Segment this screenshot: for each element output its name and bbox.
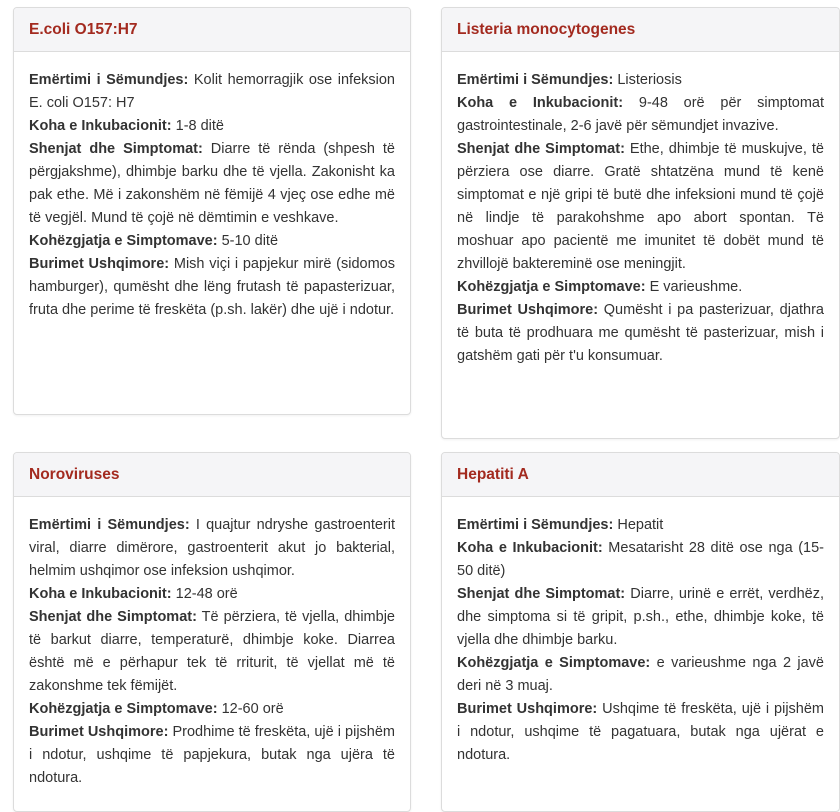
disease-name-value: I quajtur ndryshe gastroenterit viral, diarre dimërore, gastroenterit akut jo bakterial, helmim ushqimor ose infeksion ushqimor. [29, 517, 395, 579]
duration-label: Kohëzgjatja e Simptomave: [29, 701, 218, 717]
symptoms-row [457, 583, 824, 652]
duration-value: e varieushme nga 2 javë deri në 3 muaj. [457, 655, 824, 694]
incubation-label: Koha e Inkubacionit: [457, 540, 603, 556]
incubation-row [457, 537, 824, 583]
sources-value: Qumësht i pa pasterizuar, djathra të buta të prodhuara me qumësht të pasterizuar, mish i gatshëm gati për t'u konsumuar. [457, 302, 824, 364]
disease-name-row [457, 69, 824, 92]
card-body [442, 52, 839, 380]
incubation-label: Koha e Inkubacionit: [457, 95, 624, 111]
sources-value: Prodhime të freskëta, ujë i pijshëm i ndotur, ushqime të papjekura, butak nga ujëra të ndotura. [29, 724, 396, 786]
card-header [14, 453, 410, 497]
symptoms-label: Shenjat dhe Simptomat: [457, 141, 625, 157]
incubation-value: 9-48 orë për simptomat gastrointestinale, 2-6 javë për sëmundjet invazive. [457, 95, 825, 134]
symptoms-label: Shenjat dhe Simptomat: [29, 141, 203, 157]
duration-value: E varieushme. [649, 279, 743, 295]
symptoms-value: Të përziera, të vjella, dhimbje të barkut diarre, temperaturë, dhimbje koke. Diarrea është më e përhapur tek të rriturit, të vjellat më të zakonshme tek fëmijët. [29, 609, 395, 694]
incubation-value: 1-8 ditë [175, 118, 224, 134]
disease-name-value: Hepatit [617, 517, 664, 533]
disease-card-noroviruses [13, 452, 411, 812]
symptoms-row [29, 606, 395, 698]
disease-name-row [457, 514, 824, 537]
symptoms-value: Ethe, dhimbje të muskujve, të përziera ose diarre. Gratë shtatzëna mund të kenë simptomat e një gripi të butë dhe infeksioni mund të çojë në lindje të parakohshme apo abort spontan. Të moshuar apo pacientë me imunitet të dobët mund të zhvillojë baktereminë ose meningjit. [457, 141, 824, 272]
sources-row [457, 299, 824, 368]
duration-row [29, 230, 395, 253]
card-body [14, 52, 410, 334]
incubation-row [29, 115, 395, 138]
duration-label: Kohëzgjatja e Simptomave: [29, 233, 218, 249]
disease-card-hepatitis-a [441, 452, 840, 812]
card-header [14, 8, 410, 52]
disease-name-label: Emërtimi i Sëmundjes: [457, 72, 614, 88]
disease-card-ecoli [13, 7, 411, 415]
symptoms-row [29, 138, 395, 230]
symptoms-value: Diarre, urinë e errët, verdhëz, dhe simptoma si të gripit, p.sh., ethe, dhimbje koke, të vjella dhe dhimbje barku. [457, 586, 824, 648]
duration-value: 12-60 orë [221, 701, 284, 717]
duration-row [29, 698, 395, 721]
incubation-label: Koha e Inkubacionit: [29, 118, 172, 134]
card-title: Noroviruses [29, 465, 120, 483]
disease-name-label: Emërtimi i Sëmundjes: [29, 517, 190, 533]
card-title: Listeria monocytogenes [457, 20, 636, 38]
incubation-value: 12-48 orë [175, 586, 238, 602]
sources-label: Burimet Ushqimore: [29, 256, 170, 272]
card-title: E.coli O157:H7 [29, 20, 138, 38]
disease-card-listeria [441, 7, 840, 439]
symptoms-label: Shenjat dhe Simptomat: [29, 609, 197, 625]
sources-row [457, 698, 824, 767]
duration-row [457, 276, 824, 299]
duration-row [457, 652, 824, 698]
symptoms-row [457, 138, 824, 276]
symptoms-value: Diarre të rënda (shpesh të përgjakshme), dhimbje barku dhe të vjella. Zakonisht ka pak ethe. Më i zakonshëm në fëmijë 4 vjeç ose edhe më të vegjël. Mund të çojë në dëmtimin e veshkave. [29, 141, 395, 226]
incubation-label: Koha e Inkubacionit: [29, 586, 172, 602]
sources-label: Burimet Ushqimore: [457, 701, 598, 717]
card-header [442, 8, 839, 52]
disease-name-row [29, 69, 395, 115]
symptoms-label: Shenjat dhe Simptomat: [457, 586, 626, 602]
sources-row [29, 253, 395, 322]
incubation-row [457, 92, 824, 138]
card-body [14, 497, 410, 802]
disease-name-row [29, 514, 395, 583]
incubation-row [29, 583, 395, 606]
sources-value: Ushqime të freskëta, ujë i pijshëm i ndotur, ushqime të pagatuara, butak nga ujërat e ndotura. [457, 701, 824, 763]
disease-name-value: Listeriosis [617, 72, 682, 88]
disease-name-label: Emërtimi i Sëmundjes: [457, 517, 614, 533]
card-body [442, 497, 839, 779]
duration-label: Kohëzgjatja e Simptomave: [457, 279, 646, 295]
sources-label: Burimet Ushqimore: [29, 724, 169, 740]
incubation-value: Mesatarisht 28 ditë ose nga (15-50 ditë) [457, 540, 825, 579]
card-header [442, 453, 839, 497]
sources-label: Burimet Ushqimore: [457, 302, 599, 318]
card-title: Hepatiti A [457, 465, 529, 483]
disease-name-label: Emërtimi i Sëmundjes: [29, 72, 189, 88]
sources-row [29, 721, 395, 790]
disease-name-value: Kolit hemorragjik ose infeksion E. coli O157: H7 [29, 72, 396, 111]
duration-label: Kohëzgjatja e Simptomave: [457, 655, 651, 671]
duration-value: 5-10 ditë [221, 233, 279, 249]
sources-value: Mish viçi i papjekur mirë (sidomos hamburger), qumësht dhe lëng frutash të papasterizuar, fruta dhe perime të freskëta (p.sh. lakër) dhe ujë i ndotur. [29, 256, 395, 318]
